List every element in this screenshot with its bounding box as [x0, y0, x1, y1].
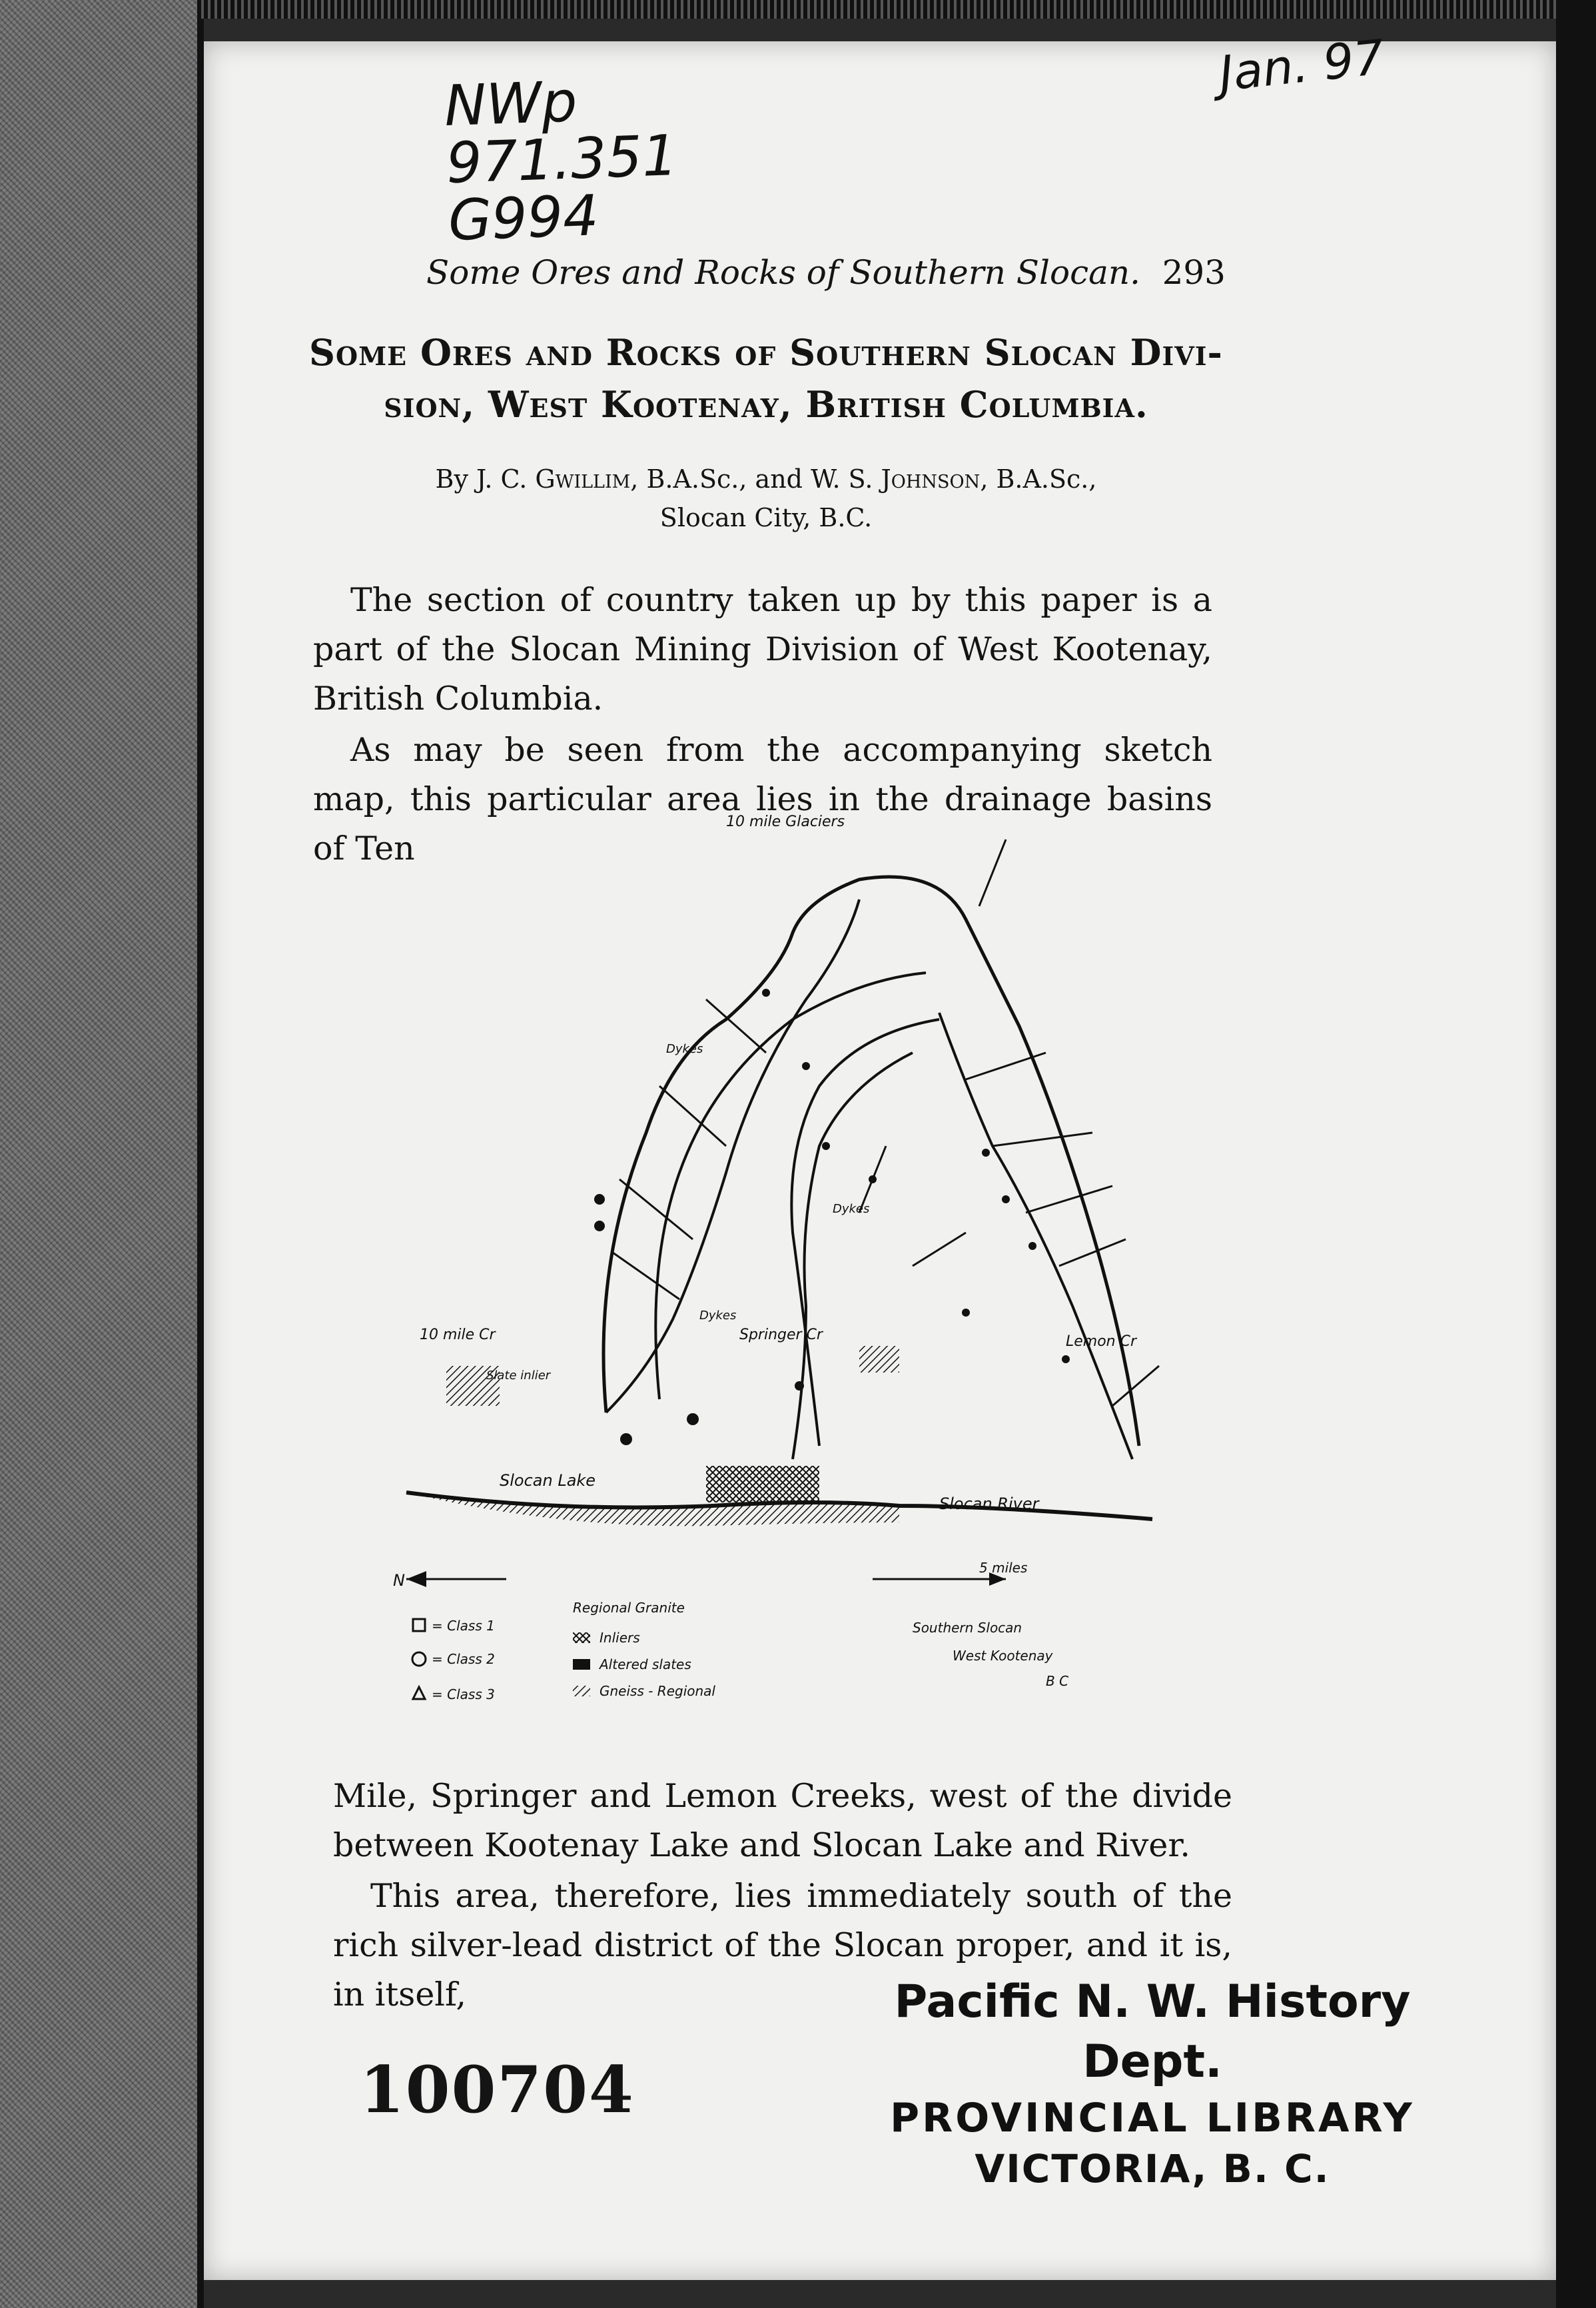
paragraph-1: The section of country taken up by this paper is a part of the Slocan Mining Division of West Kootenay, British Columbia.: [313, 581, 1212, 718]
map-label-dykes-1: Dykes: [666, 1042, 703, 1056]
author-1-degree: , B.A.Sc., and: [630, 464, 803, 494]
byline: [306, 460, 1226, 537]
article-title-line-1: Some Ores and Rocks of Southern Slocan Divi-: [309, 331, 1223, 374]
author-2: W. S. Johnson: [811, 464, 981, 494]
handwritten-call-number: [443, 69, 681, 253]
running-head: [426, 253, 1226, 292]
book-spine: [0, 0, 204, 2308]
author-1: J. C. Gwillim: [476, 464, 631, 494]
north-arrow-label: N: [393, 1571, 405, 1590]
map-label-dykes-3: Dykes: [699, 1309, 737, 1323]
legend-gneiss: Gneiss - Regional: [599, 1683, 715, 1699]
map-label-dykes-2: Dykes: [833, 1202, 870, 1216]
legend-title-2: West Kootenay: [953, 1648, 1053, 1664]
sketch-map-drawing: [393, 800, 1166, 1732]
springer-creek: [793, 1053, 913, 1459]
legend-class-3: = Class 3: [432, 1686, 495, 1702]
legend-inliers: Inliers: [599, 1630, 640, 1646]
sketch-map: [393, 800, 1166, 1732]
legend-class-1: = Class 1: [432, 1618, 495, 1634]
scan-top-edge: [197, 0, 1596, 19]
paragraph-4: This area, therefore, lies immediately south of the rich silver-lead district of the Slocan proper, and it is, in itself,: [333, 1877, 1232, 2014]
map-legend: [412, 1600, 1068, 1702]
legend-title-3: B C: [1046, 1673, 1069, 1689]
call-number-line-3: G994: [447, 183, 600, 253]
map-label-slocan-lake: Slocan Lake: [500, 1471, 596, 1490]
byline-location: Slocan City, B.C.: [659, 503, 873, 532]
stamp-line-3: VICTORIA, B. C.: [975, 2146, 1330, 2191]
catalog-number: 100704: [360, 2052, 635, 2127]
map-scale-label: 5 miles: [979, 1560, 1028, 1576]
scan-right-edge: [1556, 0, 1596, 2308]
lemon-creek: [939, 1013, 1132, 1459]
author-2-degree: , B.A.Sc.,: [980, 464, 1097, 494]
library-stamp: [819, 1972, 1485, 2193]
map-label-slocan-river: Slocan River: [939, 1494, 1039, 1513]
call-number-line-1: NWp: [443, 69, 578, 139]
legend-title-1: Southern Slocan: [913, 1620, 1022, 1636]
paragraph-3: Mile, Springer and Lemon Creeks, west of the divide between Kootenay Lake and Slocan Lake and River.: [333, 1777, 1232, 1864]
legend-granite: Regional Granite: [573, 1600, 685, 1616]
legend-slates: Altered slates: [599, 1656, 691, 1672]
stamp-line-2: PROVINCIAL LIBRARY: [890, 2095, 1415, 2141]
map-label-glaciers: 10 mile Glaciers: [726, 814, 845, 830]
page-number: 293: [1162, 253, 1226, 292]
map-label-springer-creek: Springer Cr: [739, 1327, 823, 1343]
article-title: [306, 326, 1226, 430]
map-label-slate-inlier: Slate inlier: [486, 1369, 551, 1383]
handwritten-date: Jan. 97: [1216, 29, 1388, 102]
paragraph-2: As may be seen from the accompanying sketch map, this particular area lies in the drainage basins of Ten: [313, 731, 1212, 867]
map-label-ten-mile-creek: 10 mile Cr: [420, 1327, 496, 1343]
legend-class-2: = Class 2: [432, 1651, 495, 1667]
running-head-title: Some Ores and Rocks of Southern Slocan.: [426, 253, 1140, 292]
call-number-line-2: 971.351: [445, 122, 679, 197]
article-title-line-2: sion, West Kootenay, British Columbia.: [384, 383, 1148, 426]
byline-prefix: By: [435, 464, 468, 494]
stamp-line-1: Pacific N. W. History Dept.: [894, 1976, 1411, 2088]
map-label-lemon-creek: Lemon Cr: [1066, 1333, 1137, 1350]
